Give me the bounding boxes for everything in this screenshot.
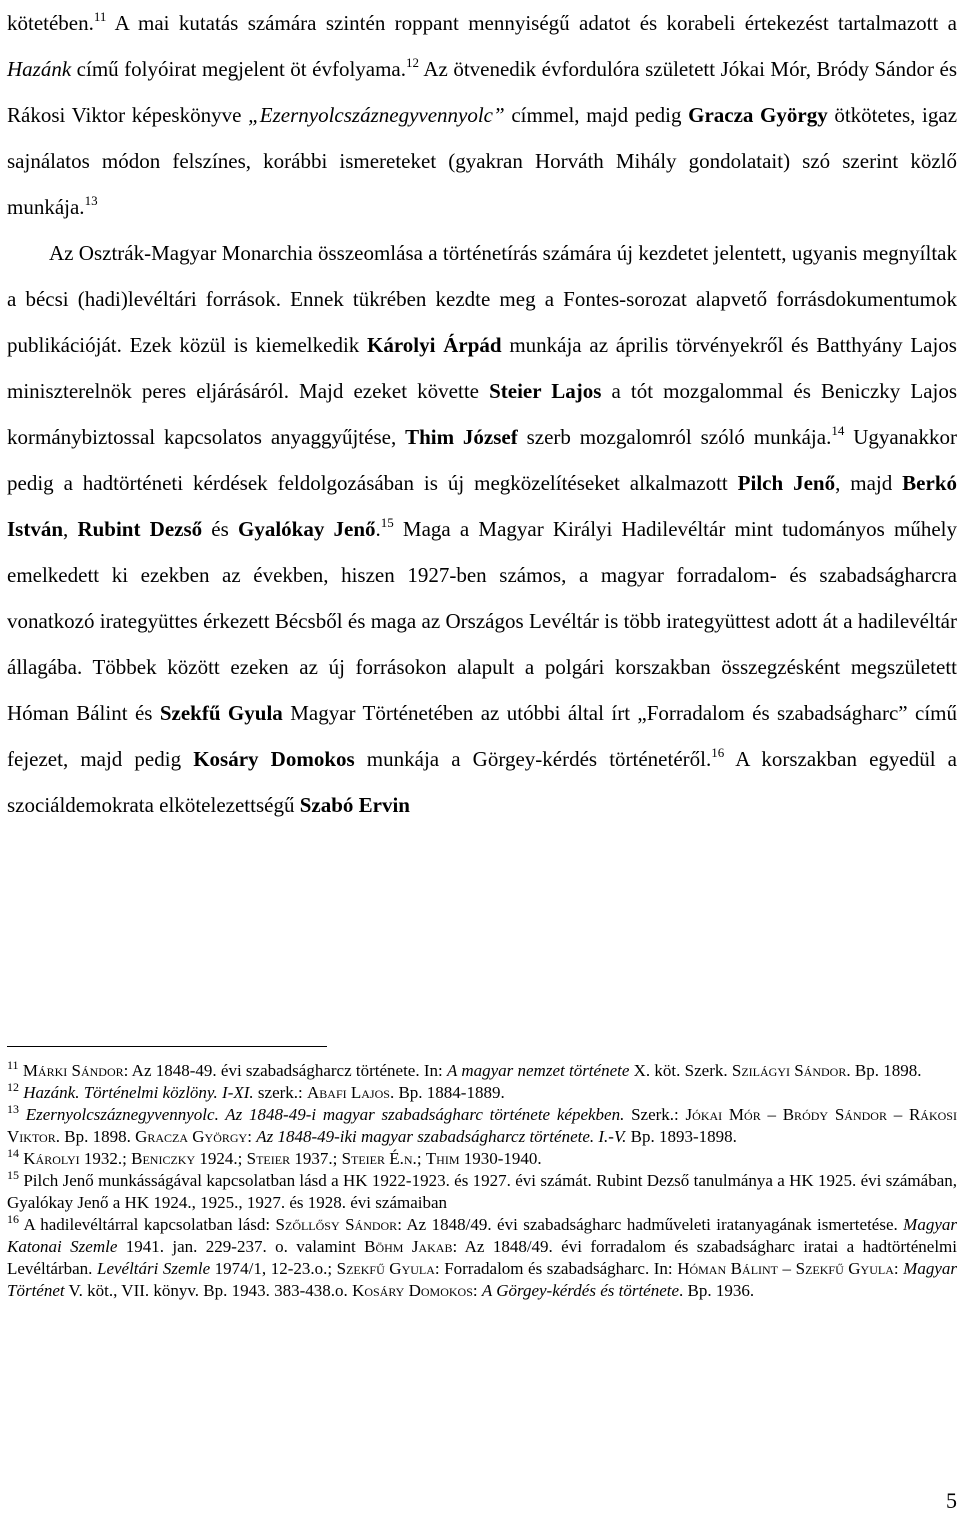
footnote-ref-12[interactable]: 12 (406, 55, 419, 70)
text-run: ötkötetes, igaz sajnálatos módon felszínes, korábbi ismereteket (gyakran Horváth Mihály gondolatait) szó szerint közlő munkája. (7, 103, 958, 219)
book-title: „Ezernyolcszáznegyvennyolc” (248, 103, 505, 127)
text-run: Pilch Jenő munkásságával kapcsolatban lásd a HK 1922-1923. és 1927. évi számát. Rubint Dezső tanulmánya a HK 1925. évi számában, Gyalókay Jenő a HK 1924., 1925., 1927. és 1928. évi számaiban (7, 1171, 957, 1212)
text-run: Az 1848-49-iki magyar szabadságharcz története. I.-V. (256, 1127, 627, 1146)
text-run: . (375, 517, 381, 541)
text-run: Károlyi (19, 1149, 80, 1168)
text-run: Abafi Lajos (307, 1083, 390, 1102)
text-run: : Az 1848/49. évi szabadságharc hadműveleti iratanyagának ismertetése. (397, 1215, 904, 1234)
text-run: című folyóirat megjelent öt évfolyama. (71, 57, 406, 81)
footnote-16 (7, 1214, 957, 1302)
text-run: Magyar Katonai Szemle (7, 1215, 957, 1256)
author-name: Gyalókay Jenő (237, 517, 376, 541)
text-run: Hazánk. Történelmi közlöny. I-XI. (19, 1083, 254, 1102)
text-run: A magyar nemzet története (447, 1061, 630, 1080)
footnote-ref-14[interactable]: 14 (831, 423, 845, 438)
text-run: . Bp. 1936. (679, 1281, 755, 1300)
text-run: Steier (246, 1149, 291, 1168)
paragraph-1 (7, 0, 957, 230)
text-run: 1937.; (290, 1149, 342, 1168)
text-run: Hóman Bálint – Szekfű Gyula (677, 1259, 894, 1278)
text-run: , (63, 517, 78, 541)
text-run: 1941. jan. 229-237. o. valamint (117, 1237, 365, 1256)
footnote-number: 12 (7, 1080, 19, 1094)
text-run: : Forradalom és szabadságharc. In: (434, 1259, 678, 1278)
footnote-number: 11 (7, 1058, 19, 1072)
footnote-ref-11[interactable]: 11 (93, 9, 107, 24)
text-run: a tót mozgalommal és Beniczky Lajos kormánybiztossal kapcsolatos anyaggyűjtése, (7, 379, 958, 449)
text-run: A korszakban egyedül a szociáldemokrata elkötelezettségű (7, 747, 958, 817)
text-run: 1974/1, 12-23.o.; (210, 1259, 337, 1278)
author-name: Rubint Dezső (77, 517, 203, 541)
text-run: Kosáry Domokos (352, 1281, 473, 1300)
text-run: : (893, 1259, 904, 1278)
text-run: Szőllősy Sándor (275, 1215, 398, 1234)
text-run: Magyar Történet (7, 1259, 957, 1300)
footnote-14 (7, 1148, 957, 1170)
text-run: : (472, 1281, 482, 1300)
text-run: Maga a Magyar Királyi Hadilevéltár mint tudományos műhely emelkedett ki ezekben az években, hiszen 1927-ben számos, a magyar forradalom- és szabadságharcra vonatkozó irategyüttes érkezett Bécsből és maga az Országos Levéltár is több irategyüttest adott át a hadilevéltár állagába. Többek között ezeken az új forrásokon alapult a polgári korszakban összegzésként megszületett Hóman Bálint és (7, 517, 957, 725)
author-name: Pilch Jenő (737, 471, 836, 495)
footnotes (7, 1060, 957, 1302)
footnote-separator (7, 1046, 327, 1047)
author-name: Berkó István (7, 471, 957, 541)
text-run: Böhm Jakab (364, 1237, 453, 1256)
author-name: Szekfű Gyula (159, 701, 283, 725)
footnote-number: 13 (7, 1102, 19, 1116)
author-name: Steier Lajos (489, 379, 602, 403)
footnote-number: 14 (7, 1146, 19, 1160)
text-run: Ugyanakkor pedig a hadtörténeti kérdések feldolgozásában is új megközelítéseket alkalmazott (7, 425, 957, 495)
text-run: X. köt. Szerk. (629, 1061, 732, 1080)
main-text (7, 0, 957, 828)
text-run: kötetében. (7, 11, 94, 35)
text-run: Ezernyolcszáznegyvennyolc. Az 1848-49-i magyar szabadságharc története képekben. (19, 1105, 625, 1124)
text-run: Márki Sándor (18, 1061, 124, 1080)
footnote-ref-13[interactable]: 13 (84, 193, 98, 208)
author-name: Gracza György (688, 103, 828, 127)
text-run: 1932.; (79, 1149, 132, 1168)
page-number: 5 (946, 1488, 957, 1513)
text-run: ; (416, 1149, 426, 1168)
footnote-11 (7, 1060, 957, 1082)
text-run: munkája a Görgey-kérdés történetéről. (354, 747, 712, 771)
text-run: . Bp. 1898. (846, 1061, 922, 1080)
text-run: V. köt., VII. könyv. Bp. 1943. 383-438.o. (64, 1281, 353, 1300)
footnote-number: 15 (7, 1168, 19, 1182)
text-run: Steier É.n. (341, 1149, 417, 1168)
text-run: Bp. 1893-1898. (626, 1127, 737, 1146)
text-run: Az Osztrák-Magyar Monarchia összeomlása a történetírás számára új kezdetet jelentett, ugyanis megnyíltak a bécsi (hadi)levéltári források. Ennek tükrében kezdte meg a Fontes-sorozat alapvető forrásdokumentumok publikációját. Ezek közül is kiemelkedik (7, 241, 957, 357)
text-run: A hadilevéltárral kapcsolatban lásd: (19, 1215, 276, 1234)
text-run: és (202, 517, 238, 541)
text-run: 1930-1940. (459, 1149, 542, 1168)
text-run: Szekfű Gyula (336, 1259, 435, 1278)
text-run: Magyar Történetében az utóbbi által írt „Forradalom és szabadságharc” című fejezet, majd pedig (7, 701, 957, 771)
text-run: : Az 1848-49. évi szabadságharcz története. In: (123, 1061, 447, 1080)
journal-title: Hazánk (7, 57, 72, 81)
text-run: . Bp. 1884-1889. (389, 1083, 505, 1102)
text-run: Beniczky (131, 1149, 196, 1168)
text-run: szerb mozgalomról szóló munkája. (517, 425, 832, 449)
author-name: Thim József (405, 425, 518, 449)
text-run: Jókai Mór – Bródy Sándor – Rákosi Viktor (7, 1105, 957, 1146)
text-run: , majd (835, 471, 903, 495)
author-name: Károlyi Árpád (367, 333, 502, 357)
text-run: : (247, 1127, 257, 1146)
text-run: . Bp. 1898. (55, 1127, 136, 1146)
footnote-ref-15[interactable]: 15 (380, 515, 394, 530)
text-run: A mai kutatás számára szintén roppant mennyiségű adatot és korabeli értekezést tartalmazott a (106, 11, 957, 35)
footnote-15 (7, 1170, 957, 1214)
text-run: szerk.: (253, 1083, 307, 1102)
footnote-12 (7, 1082, 957, 1104)
text-run: Gracza György (135, 1127, 248, 1146)
paragraph-2 (7, 230, 957, 828)
text-run: Levéltári Szemle (96, 1259, 211, 1278)
text-run: 1924.; (195, 1149, 247, 1168)
text-run: A Görgey-kérdés és története (481, 1281, 680, 1300)
text-run: Szilágyi Sándor (731, 1061, 847, 1080)
author-name: Kosáry Domokos (193, 747, 355, 771)
text-run: Szerk.: (624, 1105, 686, 1124)
text-run: munkája az április törvényekről és Batthyány Lajos miniszterelnök peres eljárásáról. Majd ezeket követte (7, 333, 957, 403)
text-run: : Az 1848/49. évi forradalom és szabadságharc iratai a hadtörténelmi Levéltárban. (7, 1237, 957, 1278)
footnote-13 (7, 1104, 957, 1148)
text-run: Thim (425, 1149, 460, 1168)
text-run: Az ötvenedik évfordulóra született Jókai Mór, Bródy Sándor és Rákosi Viktor képeskönyve (7, 57, 957, 127)
footnote-ref-16[interactable]: 16 (711, 745, 725, 760)
author-name: Szabó Ervin (299, 793, 410, 817)
footnote-number: 16 (7, 1212, 19, 1226)
text-run: címmel, majd pedig (504, 103, 689, 127)
